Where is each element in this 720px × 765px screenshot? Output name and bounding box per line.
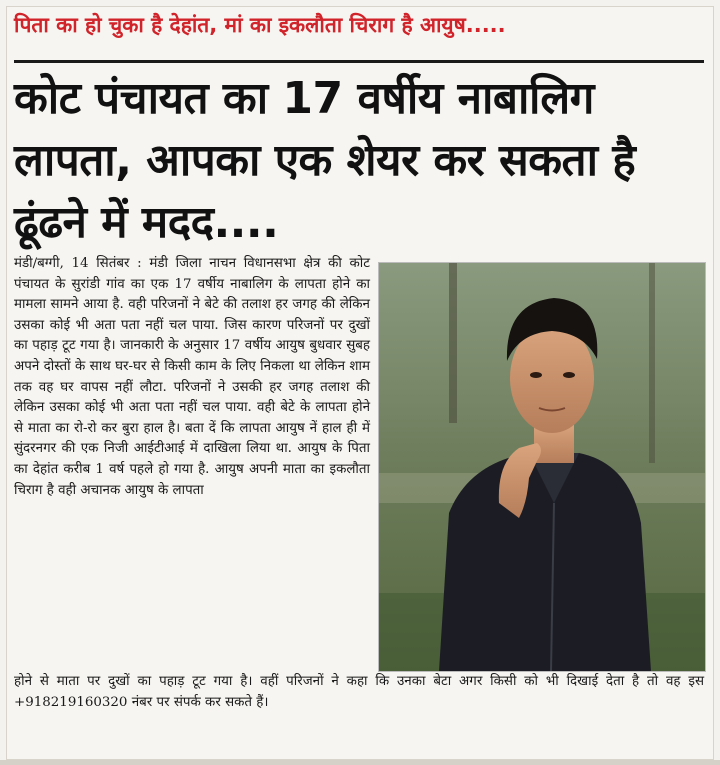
kicker-divider xyxy=(14,60,704,63)
article-kicker: पिता का हो चुका है देहांत, मां का इकलौता चिराग है आयुष..... xyxy=(14,13,506,37)
missing-person-photo xyxy=(378,262,706,672)
page-edge xyxy=(0,760,720,765)
article-headline: कोट पंचायत का 17 वर्षीय नाबालिग लापता, आपका एक शेयर कर सकता है ढूंढने में मदद.... xyxy=(14,73,636,248)
article-body-column: मंडी/बग्गी, 14 सितंबर : मंडी जिला नाचन विधानसभा क्षेत्र की कोट पंचायत के सुरांडी गांव का एक 17 वर्षीय नाबालिग के लापता होने का मामला सामने आया है. वही परिजनों ने बेटे की तलाश हर जगह की लेकिन उसका कोई भी अता पता नहीं चल पाया. जिस कारण परिजनों पर दुखों का पहाड़ टूट गया है। जानकारी के अनुसार 17 वर्षीय आयुष बुधवार सुबह अपने दोस्तों के साथ घर-घर से किसी काम के लिए निकला था लेकिन शाम तक वह घर वापस नहीं लौटा. परिजनों ने उसकी हर जगह तलाश की लेकिन उसका कोई भी अता पता नहीं चल पाया. वही बेटे के लापता होने से माता का रो-रो कर बुरा हाल है। बता दें कि लापता आयुष नें हाल ही में सुंदरनगर की एक निजी आईटीआई में दाखिला लिया था. आयुष के पिता का देहांत करीब 1 वर्ष पहले हो गया है. आयुष अपनी माता का इकलौता चिराग है वही अचानक आयुष के लापता xyxy=(14,256,370,498)
article-body-continuation: होने से माता पर दुखों का पहाड़ टूट गया है। वहीं परिजनों ने कहा कि उनका बेटा अगर किसी को भी दिखाई देता है तो वह इस +918219160320 नंबर पर संपर्क कर सकते हैं। xyxy=(14,674,704,710)
